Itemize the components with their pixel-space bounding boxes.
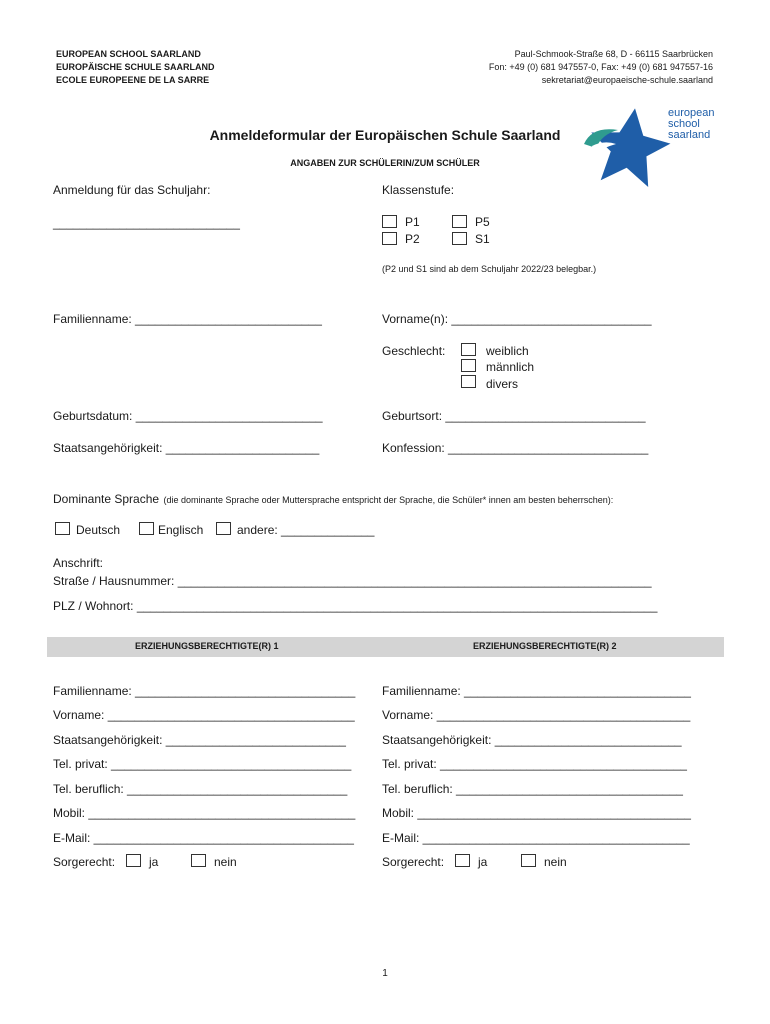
checkbox-weiblich[interactable]: [461, 343, 476, 356]
klassenstufe-label: Klassenstufe:: [382, 183, 455, 197]
klassenstufe-note: (P2 und S1 sind ab dem Schuljahr 2022/23 belegbar.): [382, 264, 597, 274]
sprache-row: [53, 490, 613, 508]
g1-familienname-field[interactable]: Familienname: _________________________________: [53, 684, 356, 698]
geburtsort-field[interactable]: Geburtsort: ______________________________: [382, 409, 646, 423]
plz-wohnort-field[interactable]: PLZ / Wohnort: ______________________________________________________________________________: [53, 599, 658, 613]
g2-mobil-field[interactable]: Mobil: _________________________________________: [382, 806, 691, 820]
g2-email-field[interactable]: E-Mail: ________________________________________: [382, 831, 690, 845]
school-name-de: EUROPÄISCHE SCHULE SAARLAND: [56, 62, 215, 72]
g1-nein-label: nein: [214, 855, 237, 869]
checkbox-p1[interactable]: [382, 215, 397, 228]
sprache-note: (die dominante Sprache oder Muttersprache entspricht der Sprache, die Schüler* innen am besten beherrschen):: [163, 495, 614, 505]
g2-familienname-field[interactable]: Familienname: __________________________________: [382, 684, 691, 698]
g1-checkbox-ja[interactable]: [126, 854, 141, 867]
school-address: Paul-Schmook-Straße 68, D - 66115 Saarbrücken: [514, 49, 713, 59]
option-andere-field[interactable]: andere: ______________: [237, 523, 375, 537]
geburtsdatum-field[interactable]: Geburtsdatum: ____________________________: [53, 409, 323, 423]
g1-staatsangehoerigkeit-field[interactable]: Staatsangehörigkeit: ___________________________: [53, 733, 346, 747]
guardian1-heading: ERZIEHUNGSBERECHTIGTE(R) 1: [135, 641, 279, 651]
g2-checkbox-nein[interactable]: [521, 854, 536, 867]
checkbox-p2[interactable]: [382, 232, 397, 245]
option-p1-label: P1: [405, 215, 420, 229]
checkbox-englisch[interactable]: [139, 522, 154, 535]
option-englisch-label: Englisch: [158, 523, 204, 537]
strasse-field[interactable]: Straße / Hausnummer: _______________________________________________________________________: [53, 574, 652, 588]
logo-text-line: school: [668, 118, 700, 130]
option-s1-label: S1: [475, 232, 490, 246]
g1-mobil-field[interactable]: Mobil: ________________________________________: [53, 806, 356, 820]
schuljahr-label: Anmeldung für das Schuljahr:: [53, 183, 211, 197]
school-email: sekretariat@europaeische-schule.saarland: [541, 75, 713, 85]
form-title: Anmeldeformular der Europäischen Schule Saarland: [209, 127, 561, 143]
g2-tel-privat-field[interactable]: Tel. privat: _____________________________________: [382, 757, 687, 771]
g2-sorgerecht-label: Sorgerecht:: [382, 855, 445, 869]
school-name-fr: ECOLE EUROPEENE DE LA SARRE: [56, 75, 210, 85]
sprache-label: Dominante Sprache: [53, 492, 160, 506]
school-name-block: [56, 48, 215, 87]
g1-ja-label: ja: [149, 855, 159, 869]
checkbox-maennlich[interactable]: [461, 359, 476, 372]
section-subtitle: ANGABEN ZUR SCHÜLERIN/ZUM SCHÜLER: [290, 158, 480, 168]
staatsangehoerigkeit-field[interactable]: Staatsangehörigkeit: _______________________: [53, 441, 320, 455]
option-weiblich-label: weiblich: [486, 344, 529, 358]
anschrift-label: Anschrift:: [53, 556, 104, 570]
checkbox-andere[interactable]: [216, 522, 231, 535]
checkbox-p5[interactable]: [452, 215, 467, 228]
logo-text-line: saarland: [668, 129, 711, 141]
checkbox-s1[interactable]: [452, 232, 467, 245]
option-maennlich-label: männlich: [486, 360, 535, 374]
guardian-section-header: [47, 637, 724, 657]
g1-vorname-field[interactable]: Vorname: _____________________________________: [53, 708, 355, 722]
g1-email-field[interactable]: E-Mail: _______________________________________: [53, 831, 354, 845]
logo-text-line: european: [668, 107, 715, 119]
vorname-field[interactable]: Vorname(n): ______________________________: [382, 312, 652, 326]
konfession-field[interactable]: Konfession: ______________________________: [382, 441, 649, 455]
option-deutsch-label: Deutsch: [76, 523, 121, 537]
geschlecht-label: Geschlecht:: [382, 344, 446, 358]
page-number: 1: [382, 968, 388, 979]
g2-staatsangehoerigkeit-field[interactable]: Staatsangehörigkeit: ____________________________: [382, 733, 682, 747]
option-p5-label: P5: [475, 215, 490, 229]
g2-tel-beruflich-field[interactable]: Tel. beruflich: __________________________________: [382, 782, 683, 796]
option-p2-label: P2: [405, 232, 420, 246]
g1-checkbox-nein[interactable]: [191, 854, 206, 867]
g2-checkbox-ja[interactable]: [455, 854, 470, 867]
g1-tel-privat-field[interactable]: Tel. privat: ____________________________________: [53, 757, 352, 771]
school-phone: Fon: +49 (0) 681 947557-0, Fax: +49 (0) 681 947557-16: [488, 62, 713, 72]
g1-tel-beruflich-field[interactable]: Tel. beruflich: _________________________________: [53, 782, 348, 796]
g2-nein-label: nein: [544, 855, 567, 869]
g2-ja-label: ja: [478, 855, 488, 869]
school-address-block: [489, 48, 713, 87]
checkbox-deutsch[interactable]: [55, 522, 70, 535]
guardian2-heading: ERZIEHUNGSBERECHTIGTE(R) 2: [473, 641, 617, 651]
checkbox-divers[interactable]: [461, 375, 476, 388]
school-name-en: EUROPEAN SCHOOL SAARLAND: [56, 49, 201, 59]
schuljahr-field[interactable]: ____________________________: [53, 216, 240, 230]
g1-sorgerecht-label: Sorgerecht:: [53, 855, 116, 869]
option-divers-label: divers: [486, 377, 519, 391]
g2-vorname-field[interactable]: Vorname: ______________________________________: [382, 708, 691, 722]
familienname-field[interactable]: Familienname: ____________________________: [53, 312, 322, 326]
